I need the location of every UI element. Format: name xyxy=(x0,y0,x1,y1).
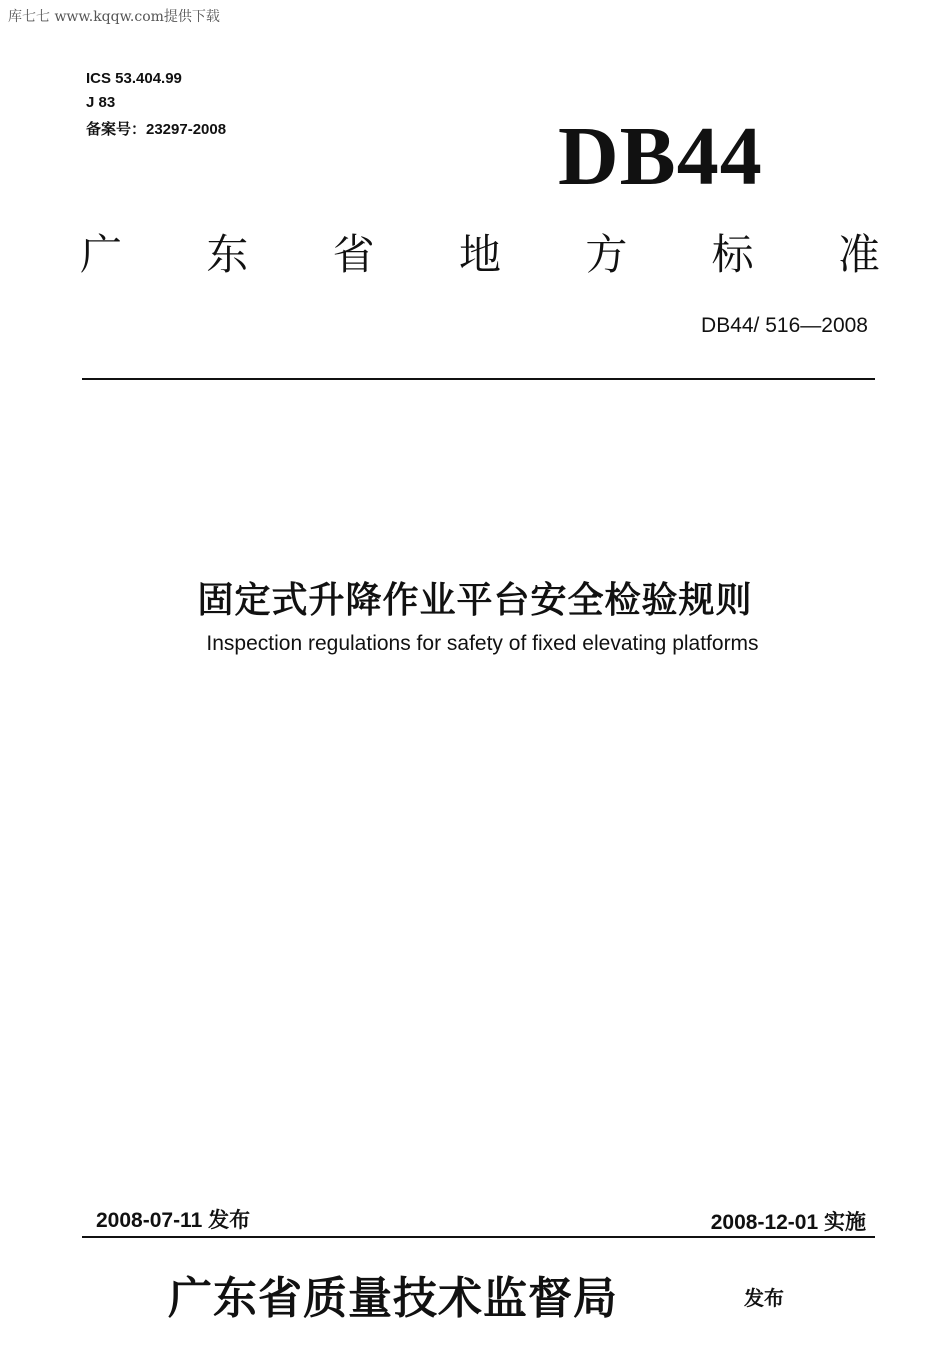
standard-code: DB44/ 516—2008 xyxy=(701,314,868,337)
ics-code: ICS 53.404.99 xyxy=(86,70,182,87)
title-english: Inspection regulations for safety of fixed elevating platforms xyxy=(206,632,759,655)
title-chinese: 固定式升降作业平台安全检验规则 xyxy=(197,580,753,621)
issuer-name: 广东省质量技术监督局 xyxy=(168,1273,618,1324)
bottom-divider xyxy=(82,1236,875,1238)
record-number: 备案号：23297-2008 xyxy=(86,121,227,138)
ccs-code: J 83 xyxy=(86,94,116,111)
standard-type-char: 地 xyxy=(458,230,501,279)
db44-logo: DB44 xyxy=(558,110,763,203)
watermark: 库七七 www.kqqw.com提供下载 xyxy=(8,9,220,25)
top-divider xyxy=(82,378,875,380)
implement-date: 2008-12-01 实施 xyxy=(710,1211,866,1234)
standard-type-char: 标 xyxy=(711,230,754,279)
standard-type-char: 方 xyxy=(585,230,628,279)
issue-label: 发布 xyxy=(744,1286,784,1310)
standard-type xyxy=(80,222,880,282)
publish-date: 2008-07-11 发布 xyxy=(96,1209,251,1232)
standard-type-char: 广 xyxy=(80,230,123,279)
standard-type-char: 省 xyxy=(332,230,375,279)
standard-type-char: 准 xyxy=(837,230,880,279)
standard-type-char: 东 xyxy=(206,230,249,279)
